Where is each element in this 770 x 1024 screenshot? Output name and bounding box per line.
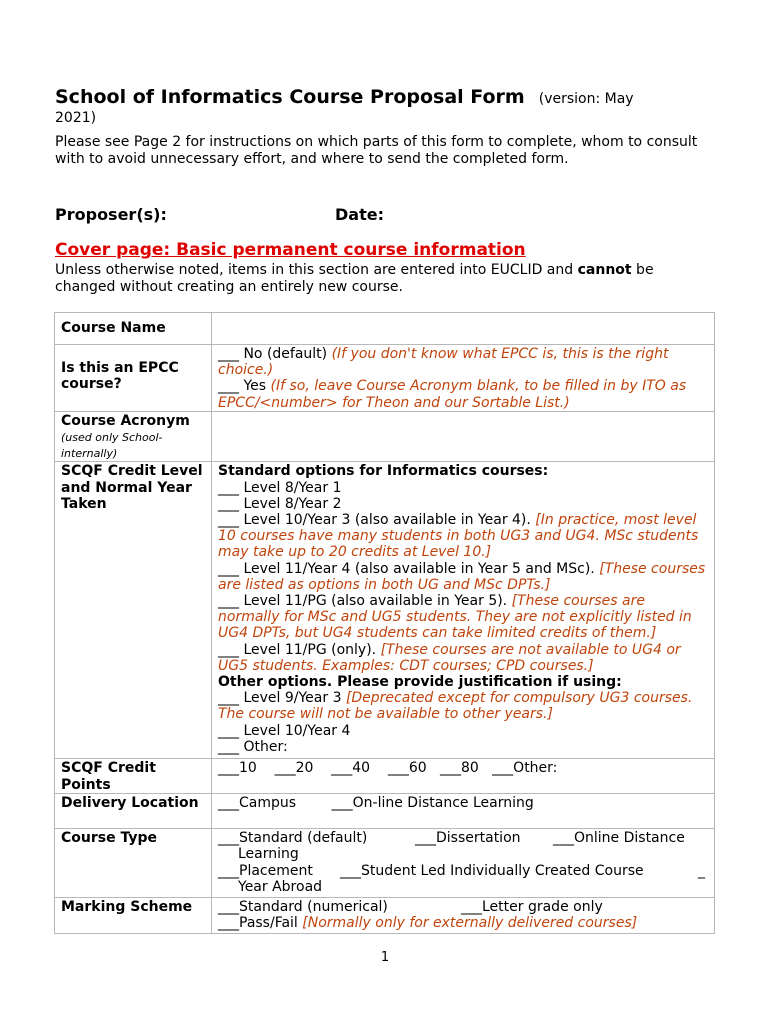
marking-option[interactable]: ___Letter grade only bbox=[461, 899, 603, 916]
delivery-location-label: Delivery Location bbox=[55, 794, 212, 829]
course-info-table bbox=[54, 312, 715, 934]
level-option[interactable]: ___ Level 10/Year 3 (also available in Year 4). [In practice, most level 10 courses have many students in both UG3 and UG4. MSc students may take up to 20 credits at Level 10.] bbox=[218, 512, 699, 561]
table-row bbox=[55, 794, 715, 829]
table-row bbox=[55, 898, 715, 934]
level-option[interactable]: ___ Level 9/Year 3 [Deprecated except for compulsory UG3 courses. The course will not be available to other years.] bbox=[218, 690, 693, 723]
acronym-note: (used only School-internally) bbox=[61, 431, 163, 461]
version-label: (version: May bbox=[538, 91, 634, 107]
epcc-label: Is this an EPCC course? bbox=[55, 345, 212, 412]
course-type-option[interactable]: _ bbox=[698, 862, 705, 879]
date-label: Date: bbox=[335, 205, 384, 224]
table-row bbox=[55, 759, 715, 794]
level-option[interactable]: ___ Level 8/Year 2 bbox=[218, 495, 342, 512]
cover-note: Unless otherwise noted, items in this section are entered into EUCLID and cannot be changed without creating an entirely new course. bbox=[55, 262, 654, 295]
marking-scheme-label: Marking Scheme bbox=[55, 898, 212, 934]
delivery-location-options[interactable]: ___Campus ___On-line Distance Learning bbox=[212, 794, 715, 829]
course-name-label: Course Name bbox=[55, 313, 212, 345]
marking-scheme-options[interactable] bbox=[212, 898, 715, 934]
proposer-label: Proposer(s): bbox=[55, 205, 167, 224]
acronym-label: Course Acronym (used only School-internally) bbox=[55, 411, 212, 462]
course-type-option[interactable]: ___Standard (default) bbox=[218, 830, 368, 847]
other-options-heading: Other options. Please provide justification if using: bbox=[218, 674, 622, 691]
marking-option[interactable]: ___Standard (numerical) bbox=[218, 899, 388, 916]
version-year: 2021) bbox=[55, 110, 97, 126]
course-type-continuation: Learning bbox=[238, 846, 299, 863]
level-option[interactable]: ___ Other: bbox=[218, 738, 288, 755]
epcc-options[interactable] bbox=[212, 345, 715, 412]
title-block bbox=[55, 85, 715, 128]
level-option[interactable]: ___ Level 10/Year 4 bbox=[218, 722, 351, 739]
table-row bbox=[55, 313, 715, 345]
acronym-field[interactable] bbox=[212, 411, 715, 462]
course-type-option[interactable]: ___Placement bbox=[218, 862, 313, 879]
table-row bbox=[55, 462, 715, 759]
course-type-line bbox=[218, 830, 708, 846]
page-title: School of Informatics Course Proposal Form bbox=[55, 86, 525, 108]
cover-heading: Cover page: Basic permanent course information bbox=[55, 240, 526, 260]
epcc-yes-option[interactable]: ___ Yes (If so, leave Course Acronym blank, to be filled in by ITO as EPCC/<number> for Theon and our Sortable List.) bbox=[218, 378, 687, 411]
intro-text: Please see Page 2 for instructions on which parts of this form to complete, whom to consult with to avoid unnecessary effort, and where to send the completed form. bbox=[55, 134, 698, 167]
page-number: 1 bbox=[380, 950, 390, 965]
marking-option[interactable]: ___Pass/Fail [Normally only for externally delivered courses] bbox=[218, 915, 638, 932]
level-option[interactable]: ___ Level 11/PG (also available in Year 5). [These courses are normally for MSc and UG5 students. They are not explicitly listed in UG4 DPTs, but UG4 students can take limited credits of them.] bbox=[218, 593, 692, 642]
marking-line bbox=[218, 899, 708, 915]
standard-options-heading: Standard options for Informatics courses: bbox=[218, 463, 549, 480]
epcc-no-option[interactable]: ___ No (default) (If you don't know what EPCC is, this is the right choice.) bbox=[218, 346, 669, 379]
course-type-line bbox=[218, 863, 708, 879]
credit-points-label: SCQF Credit Points bbox=[55, 759, 212, 794]
course-type-option[interactable]: ___Online Distance bbox=[553, 830, 685, 847]
course-type-option[interactable]: ___Student Led Individually Created Course bbox=[340, 862, 644, 879]
course-type-continuation: Year Abroad bbox=[238, 878, 323, 895]
table-row bbox=[55, 411, 715, 462]
level-option[interactable]: ___ Level 11/Year 4 (also available in Year 5 and MSc). [These courses are listed as options in both UG and MSc DPTs.] bbox=[218, 560, 706, 593]
table-row bbox=[55, 345, 715, 412]
course-type-label: Course Type bbox=[55, 829, 212, 898]
scqf-level-options[interactable] bbox=[212, 462, 715, 759]
course-name-field[interactable] bbox=[212, 313, 715, 345]
table-row bbox=[55, 829, 715, 898]
level-option[interactable]: ___ Level 11/PG (only). [These courses are not available to UG4 or UG5 students. Examples: CDT courses; CPD courses.] bbox=[218, 641, 681, 674]
course-type-options[interactable] bbox=[212, 829, 715, 898]
level-option[interactable]: ___ Level 8/Year 1 bbox=[218, 479, 342, 496]
course-type-option[interactable]: ___Dissertation bbox=[415, 830, 521, 847]
credit-points-options[interactable]: ___10 ___20 ___40 ___60 ___80 ___Other: bbox=[212, 759, 715, 794]
scqf-level-label: SCQF Credit Level and Normal Year Taken bbox=[55, 462, 212, 759]
